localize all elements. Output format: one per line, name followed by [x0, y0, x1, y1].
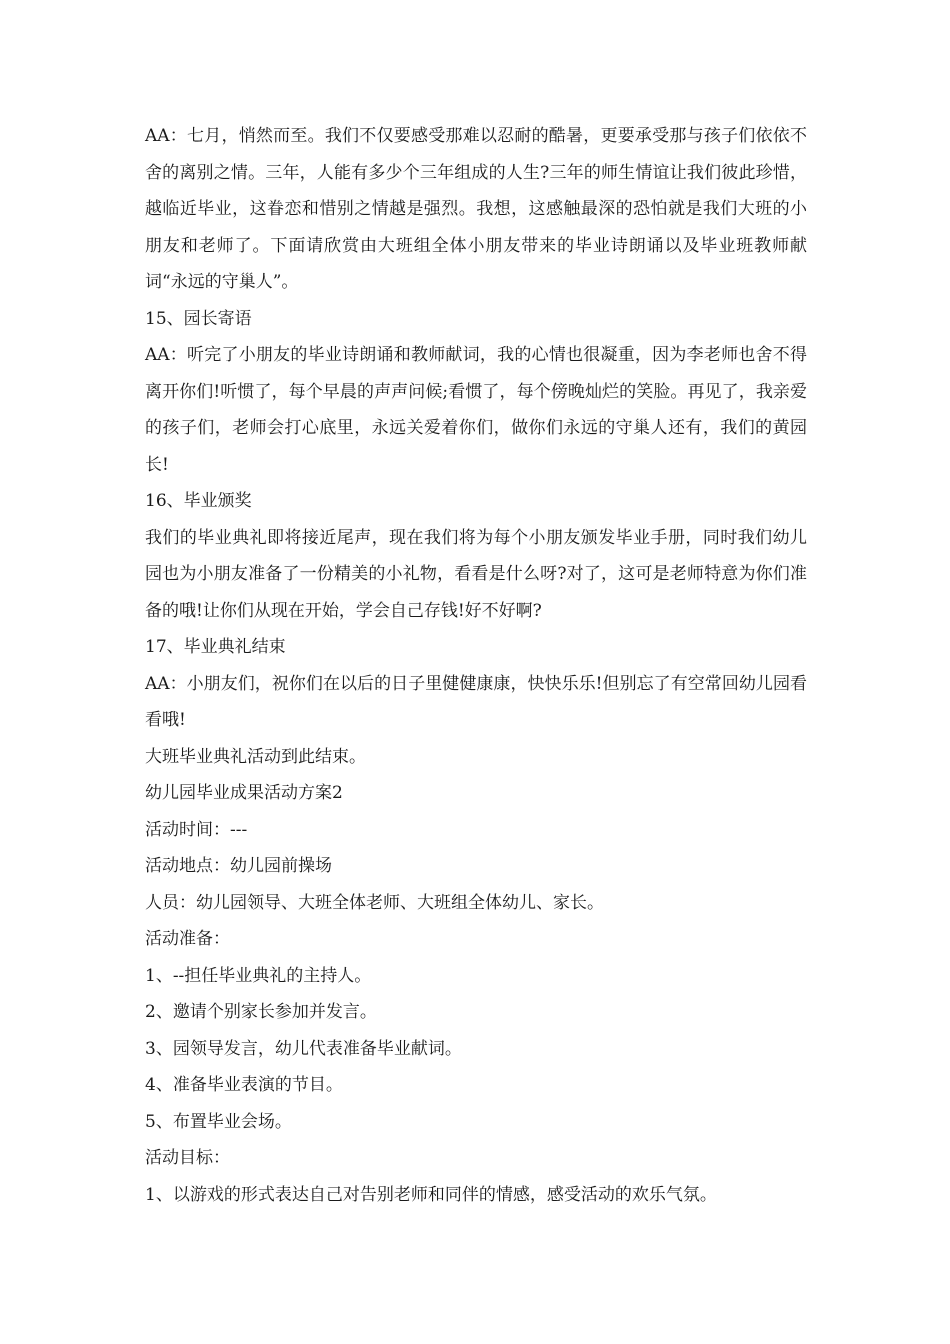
activity-location: 活动地点：幼儿园前操场 [145, 856, 332, 876]
activity-time: 活动时间：--- [145, 819, 248, 840]
section-heading-15: 15、园长寄语 [145, 308, 252, 329]
preparation-item-2: 2、邀请个别家长参加并发言。 [145, 1002, 377, 1022]
section-heading-17: 17、毕业典礼结束 [145, 637, 286, 657]
paragraph-ceremony-end: 大班毕业典礼活动到此结束。 [145, 746, 366, 767]
activity-participants: 人员：幼儿园领导、大班全体老师、大班组全体幼儿、家长。 [145, 892, 604, 913]
preparation-item-5: 5、布置毕业会场。 [145, 1111, 292, 1132]
goals-heading: 活动目标： [145, 1148, 230, 1168]
paragraph-closing-wish: AA：小朋友们，祝你们在以后的日子里健健康康，快快乐乐!但别忘了有空常回幼儿园看看哦! [145, 673, 807, 730]
document-body [145, 118, 807, 1213]
goal-item-1: 1、以游戏的形式表达自己对告别老师和同伴的情感，感受活动的欢乐气氛。 [145, 1184, 717, 1205]
preparation-item-1: 1、--担任毕业典礼的主持人。 [145, 965, 372, 986]
preparation-item-4: 4、准备毕业表演的节目。 [145, 1075, 343, 1095]
plan-title: 幼儿园毕业成果活动方案2 [145, 783, 343, 803]
section-heading-16: 16、毕业颁奖 [145, 491, 252, 511]
preparation-heading: 活动准备： [145, 929, 230, 949]
paragraph-host-message: AA：听完了小朋友的毕业诗朗诵和教师献词，我的心情也很凝重，因为李老师也舍不得离开你们!听惯了，每个早晨的声声问候;看惯了，每个傍晚灿烂的笑脸。再见了，我亲爱的孩子们，老师会打心底里，永远关爱着你们，做你们永远的守巢人还有，我们的黄园长! [145, 345, 807, 475]
paragraph-host-intro: AA：七月，悄然而至。我们不仅要感受那难以忍耐的酷暑，更要承受那与孩子们依依不舍的离别之情。三年，人能有多少个三年组成的人生?三年的师生情谊让我们彼此珍惜，越临近毕业，这眷恋和惜别之情越是强烈。我想，这感触最深的恐怕就是我们大班的小朋友和老师了。下面请欣赏由大班组全体小朋友带来的毕业诗朗诵以及毕业班教师献词“永远的守巢人”。 [145, 126, 807, 292]
paragraph-award: 我们的毕业典礼即将接近尾声，现在我们将为每个小朋友颁发毕业手册，同时我们幼儿园也为小朋友准备了一份精美的小礼物，看看是什么呀?对了，这可是老师特意为你们准备的哦!让你们从现在开始，学会自己存钱!好不好啊? [145, 527, 807, 621]
preparation-item-3: 3、园领导发言，幼儿代表准备毕业献词。 [145, 1038, 462, 1059]
